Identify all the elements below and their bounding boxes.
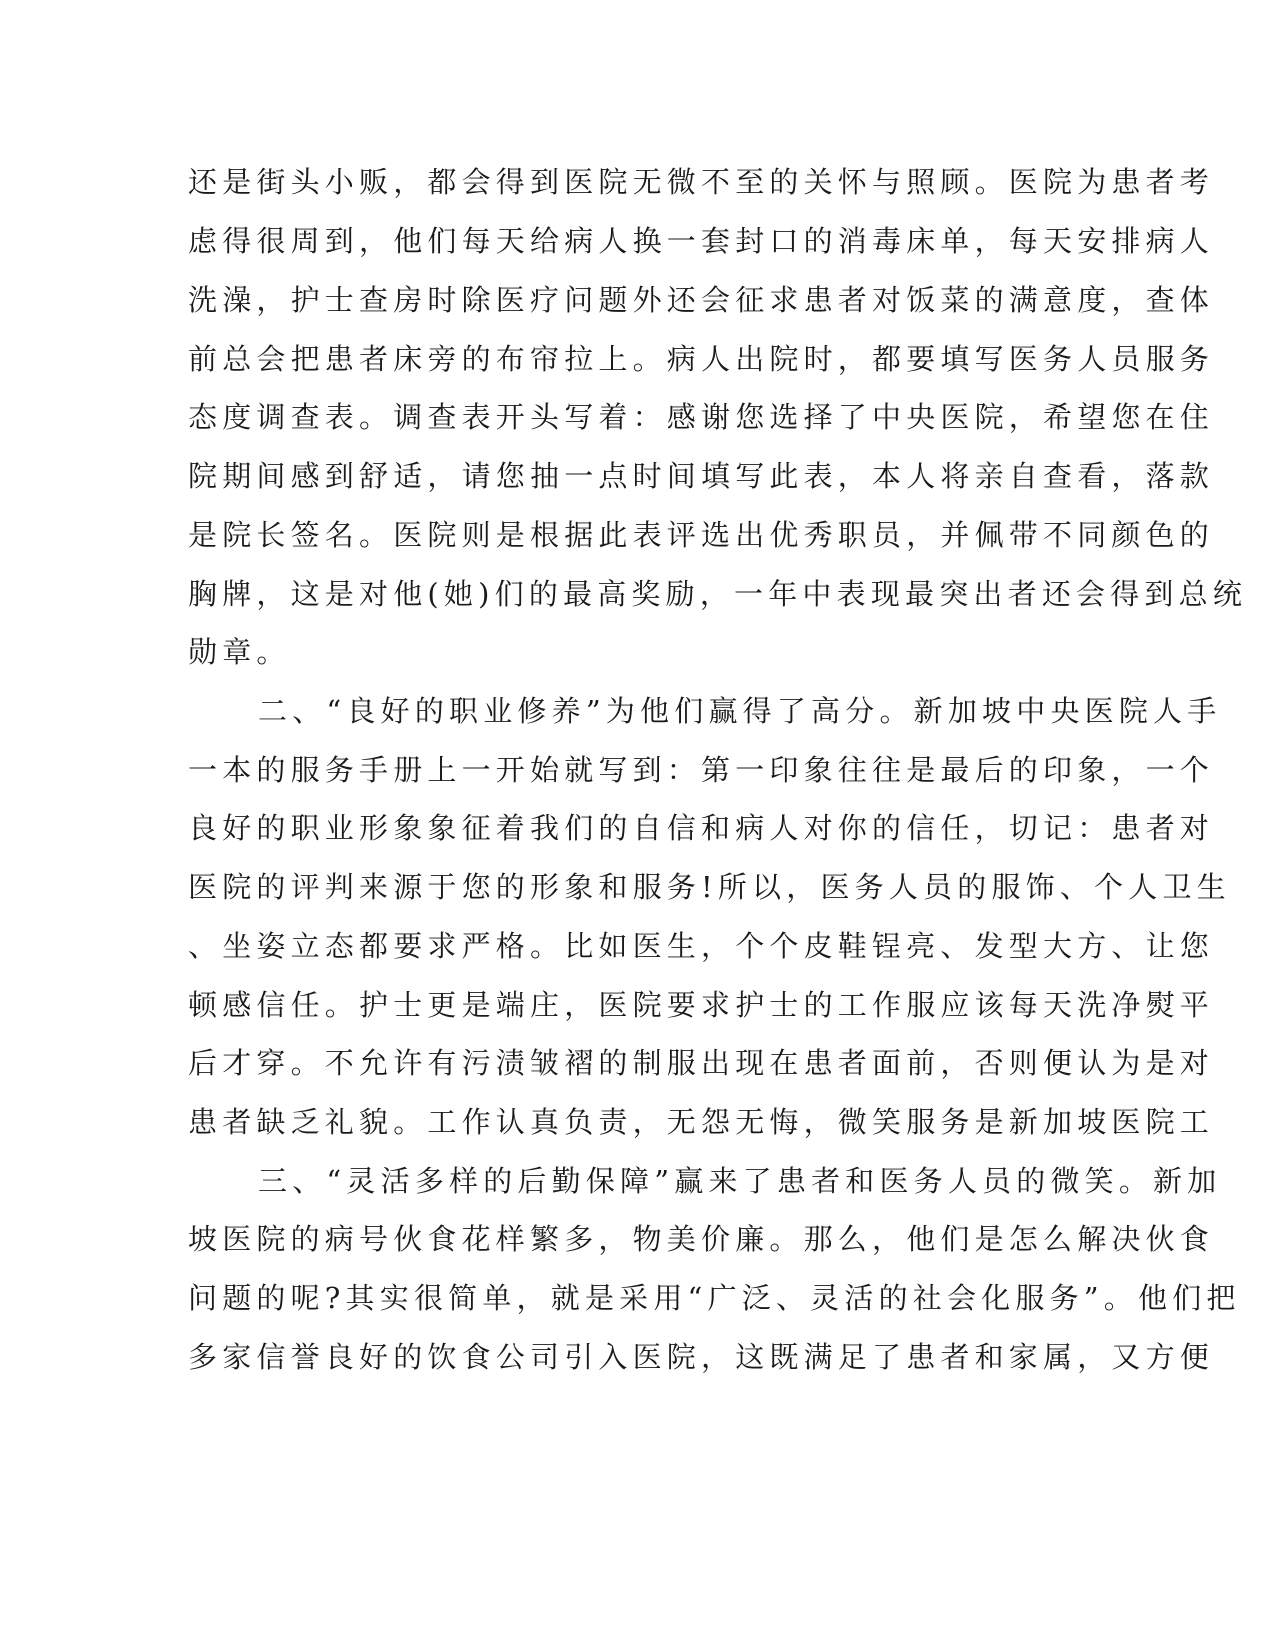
text-line-17: 患者缺乏礼貌。工作认真负责，无怨无悔，微笑服务是新加坡医院工 (188, 1105, 1215, 1139)
text-line-1: 还是街头小贩，都会得到医院无微不至的关怀与照顾。医院为患者考 (188, 165, 1215, 199)
paragraph-2-start: 二、“良好的职业修养”为他们赢得了高分。新加坡中央医院人手 (258, 694, 1222, 728)
text-line-16: 后才穿。不允许有污渍皱褶的制服出现在患者面前，否则便认为是对 (188, 1046, 1215, 1080)
text-line-4: 前总会把患者床旁的布帘拉上。病人出院时，都要填写医务人员服务 (188, 342, 1215, 376)
paragraph-3-start: 三、“灵活多样的后勤保障”赢来了患者和医务人员的微笑。新加 (258, 1164, 1222, 1198)
text-line-11: 一本的服务手册上一开始就写到：第一印象往往是最后的印象，一个 (188, 753, 1215, 787)
text-line-5: 态度调查表。调查表开头写着：感谢您选择了中央医院，希望您在住 (188, 400, 1215, 434)
text-line-6: 院期间感到舒适，请您抽一点时间填写此表，本人将亲自查看，落款 (188, 459, 1215, 493)
text-line-13: 医院的评判来源于您的形象和服务!所以，医务人员的服饰、个人卫生 (188, 870, 1231, 904)
text-line-20: 问题的呢?其实很简单，就是采用“广泛、灵活的社会化服务”。他们把 (188, 1281, 1241, 1315)
text-line-8: 胸牌，这是对他(她)们的最高奖励，一年中表现最突出者还会得到总统 (188, 577, 1248, 611)
text-line-14: 、坐姿立态都要求严格。比如医生，个个皮鞋锃亮、发型大方、让您 (188, 929, 1215, 963)
text-line-12: 良好的职业形象象征着我们的自信和病人对你的信任，切记：患者对 (188, 811, 1215, 845)
text-line-15: 顿感信任。护士更是端庄，医院要求护士的工作服应该每天洗净熨平 (188, 988, 1215, 1022)
text-line-19: 坡医院的病号伙食花样繁多，物美价廉。那么，他们是怎么解决伙食 (188, 1222, 1215, 1256)
text-line-2: 虑得很周到，他们每天给病人换一套封口的消毒床单，每天安排病人 (188, 224, 1215, 258)
text-line-7: 是院长签名。医院则是根据此表评选出优秀职员，并佩带不同颜色的 (188, 518, 1215, 552)
text-line-9: 勋章。 (188, 635, 291, 669)
text-line-3: 洗澡，护士查房时除医疗问题外还会征求患者对饭菜的满意度，查体 (188, 283, 1215, 317)
text-line-21: 多家信誉良好的饮食公司引入医院，这既满足了患者和家属，又方便 (188, 1340, 1215, 1374)
